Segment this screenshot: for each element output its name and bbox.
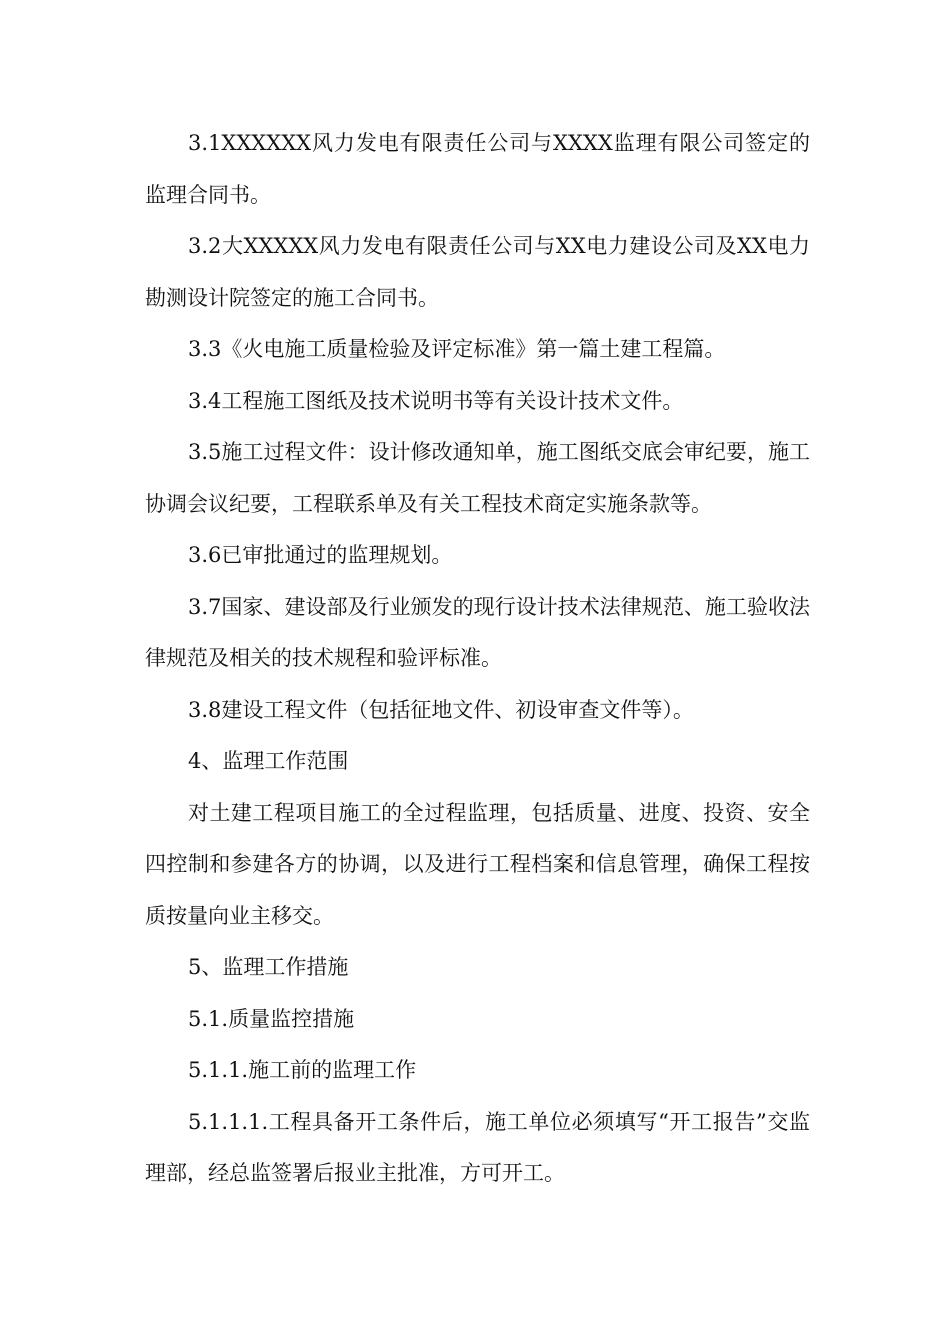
subheading-5-1-1: 5.1.1.施工前的监理工作	[188, 1058, 417, 1082]
section-heading-5: 5、监理工作措施	[188, 955, 349, 979]
paragraph-3-1: 3.1XXXXXX风力发电有限责任公司与XXXX监理有限公司签定的监理合同书。	[145, 131, 810, 207]
paragraph-scope: 对土建工程项目施工的全过程监理，包括质量、进度、投资、安全四控制和参建各方的协调，以及进行工程档案和信息管理，确保工程按质按量向业主移交。	[145, 800, 810, 928]
section-heading-4: 4、监理工作范围	[188, 749, 349, 773]
paragraph-3-3: 3.3《火电施工质量检验及评定标准》第一篇土建工程篇。	[188, 337, 726, 361]
document-body	[145, 118, 810, 1200]
paragraph-3-2: 3.2大XXXXX风力发电有限责任公司与XX电力建设公司及XX电力勘测设计院签定的施工合同书。	[145, 234, 810, 310]
paragraph-3-7: 3.7国家、建设部及行业颁发的现行设计技术法律规范、施工验收法律规范及相关的技术规程和验评标准。	[145, 594, 810, 670]
paragraph-5-1-1-1: 5.1.1.1.工程具备开工条件后，施工单位必须填写“开工报告”交监理部，经总监签署后报业主批准，方可开工。	[145, 1109, 810, 1185]
paragraph-3-8: 3.8建设工程文件（包括征地文件、初设审查文件等）。	[188, 697, 694, 722]
paragraph-3-5: 3.5施工过程文件：设计修改通知单，施工图纸交底会审纪要，施工协调会议纪要，工程联系单及有关工程技术商定实施条款等。	[145, 440, 810, 516]
subheading-5-1: 5.1.质量监控措施	[188, 1006, 355, 1031]
paragraph-3-6: 3.6已审批通过的监理规划。	[188, 543, 453, 567]
paragraph-3-4: 3.4工程施工图纸及技术说明书等有关设计技术文件。	[188, 388, 684, 413]
